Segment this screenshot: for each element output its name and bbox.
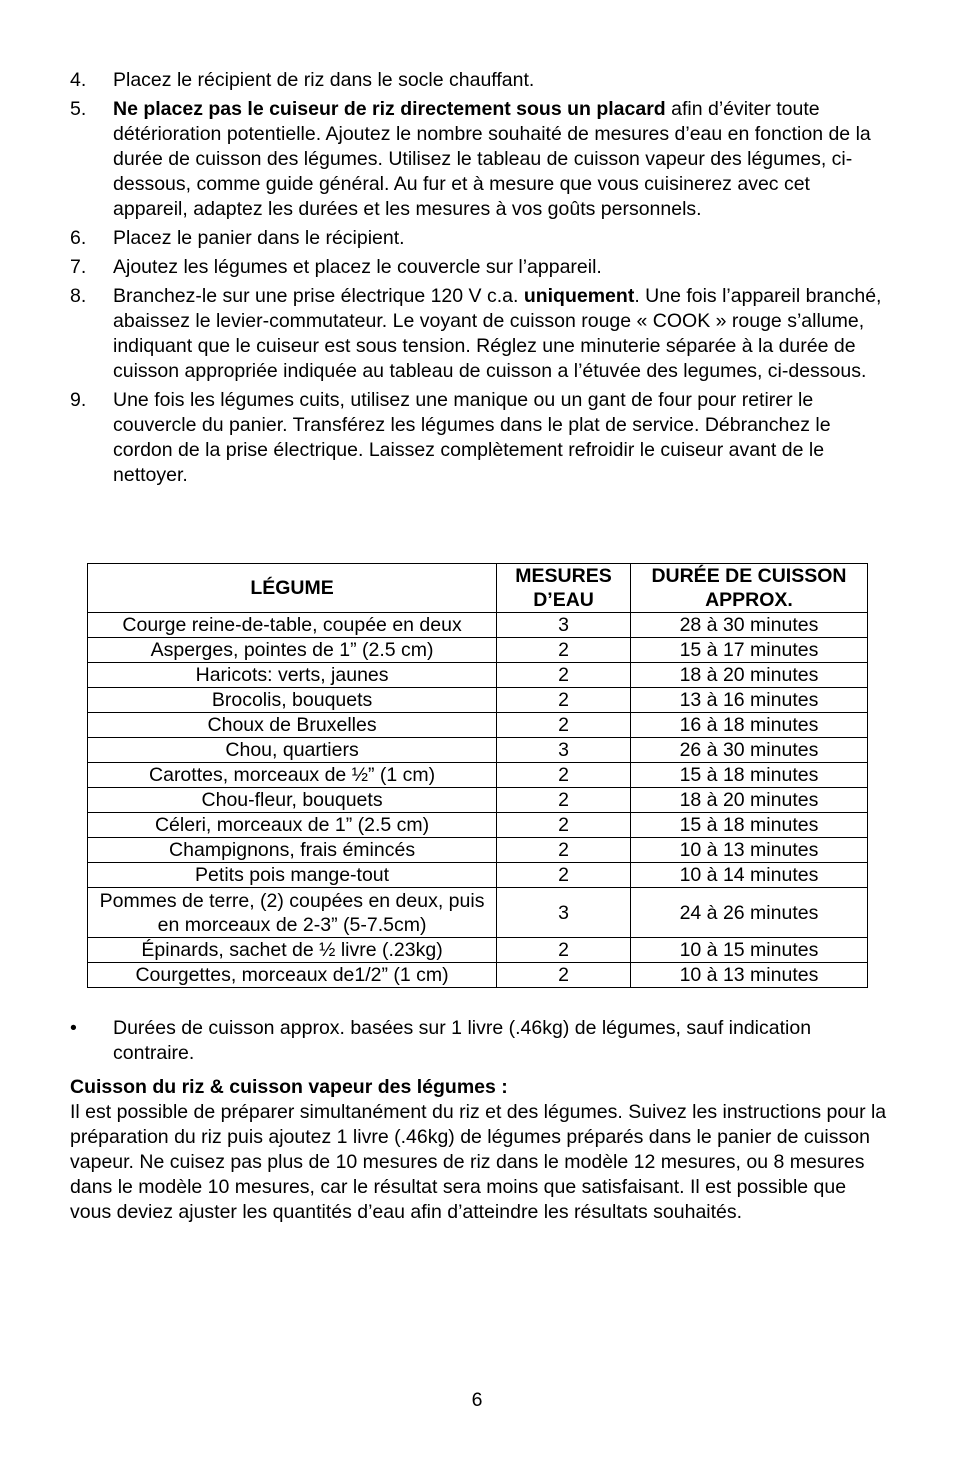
cell-water-measures: 2	[497, 663, 631, 688]
cell-cooking-time: 26 à 30 minutes	[630, 738, 867, 763]
step-text: Placez le récipient de riz dans le socle chauffant.	[113, 69, 535, 91]
cell-vegetable: Brocolis, bouquets	[88, 688, 497, 713]
cell-water-measures: 2	[497, 863, 631, 888]
step-number: 5.	[70, 98, 87, 120]
cell-vegetable: Asperges, pointes de 1” (2.5 cm)	[88, 638, 497, 663]
cell-water-measures: 3	[497, 613, 631, 638]
table-row	[88, 713, 868, 738]
cell-cooking-time: 15 à 18 minutes	[630, 813, 867, 838]
step-text: Une fois les légumes cuits, utilisez une manique ou un gant de four pour retirer le couvercle du panier. Transférez les légumes dans le plat de service. Débranchez le cordon de la prise électrique. Laissez complètement refroidir le cuiseur avant de le nettoyer.	[113, 389, 831, 486]
cell-vegetable: Choux de Bruxelles	[88, 713, 497, 738]
header-cooking-time: DURÉE DE CUISSON APPROX.	[630, 564, 867, 613]
step-text: Ajoutez les légumes et placez le couvercle sur l’appareil.	[113, 256, 602, 278]
cell-vegetable: Haricots: verts, jaunes	[88, 663, 497, 688]
cell-vegetable: Petits pois mange-tout	[88, 863, 497, 888]
step-text: . Une fois l’appareil branché, abaissez le levier-commutateur. Le voyant de cuisson rouge « COOK » rouge s’allume, indiquant que le cuiseur est sous tension. Réglez une minuterie séparée à la durée de cuisson appropriée indiquée au tableau de cuisson a l’étuvée des legumes, ci-dessous.	[113, 285, 882, 382]
step-item	[70, 388, 885, 488]
table-row	[88, 838, 868, 863]
table-row	[88, 638, 868, 663]
cell-cooking-time: 10 à 13 minutes	[630, 838, 867, 863]
header-vegetable: LÉGUME	[88, 564, 497, 613]
step-item	[70, 97, 885, 222]
instruction-steps	[70, 68, 885, 492]
cell-water-measures: 2	[497, 788, 631, 813]
cell-cooking-time: 13 à 16 minutes	[630, 688, 867, 713]
cell-water-measures: 2	[497, 713, 631, 738]
cell-cooking-time: 10 à 15 minutes	[630, 938, 867, 963]
table-row	[88, 688, 868, 713]
cell-cooking-time: 10 à 14 minutes	[630, 863, 867, 888]
cell-cooking-time: 18 à 20 minutes	[630, 663, 867, 688]
table-row	[88, 663, 868, 688]
cell-cooking-time: 15 à 18 minutes	[630, 763, 867, 788]
step-number: 7.	[70, 256, 87, 278]
step-number: 9.	[70, 389, 87, 411]
cell-cooking-time: 24 à 26 minutes	[630, 888, 867, 938]
step-item	[70, 284, 885, 384]
steaming-chart-table	[87, 563, 868, 988]
table-row	[88, 613, 868, 638]
cell-water-measures: 2	[497, 763, 631, 788]
step-number: 6.	[70, 227, 87, 249]
step-text: afin d’éviter toute détérioration potentielle. Ajoutez le nombre souhaité de mesures d’eau en fonction de la durée de cuisson des légumes. Utilisez le tableau de cuisson vapeur des légumes, ci-dessous, comme guide général. Au fur et à mesure que vous cuisinerez avec cet appareil, adaptez les durées et les mesures à vos goûts personnels.	[113, 98, 871, 220]
table-row	[88, 813, 868, 838]
table-body	[88, 613, 868, 988]
step-number: 8.	[70, 285, 87, 307]
step-item	[70, 68, 885, 93]
step-emphasis-bold: uniquement	[523, 285, 635, 307]
cell-water-measures: 2	[497, 688, 631, 713]
cell-water-measures: 2	[497, 638, 631, 663]
cell-vegetable: Carottes, morceaux de ½” (1 cm)	[88, 763, 497, 788]
cell-vegetable: Épinards, sachet de ½ livre (.23kg)	[88, 938, 497, 963]
table-row	[88, 738, 868, 763]
cell-water-measures: 2	[497, 838, 631, 863]
cell-cooking-time: 15 à 17 minutes	[630, 638, 867, 663]
cell-cooking-time: 16 à 18 minutes	[630, 713, 867, 738]
section-body: Il est possible de préparer simultanément du riz et des légumes. Suivez les instructions pour la préparation du riz puis ajoutez 1 livre (.46kg) de légumes préparés dans le panier de cuisson vapeur. Ne cuisez pas plus de 10 mesures de riz dans le modèle 12 mesures, ou 8 mesures dans le modèle 10 mesures, car le résultat sera moins que satisfaisant. Il est possible que vous deviez ajuster les quantités d’eau afin d’atteindre les résultats souhaités.	[70, 1101, 887, 1223]
cell-vegetable: Champignons, frais émincés	[88, 838, 497, 863]
table-row	[88, 788, 868, 813]
cell-vegetable: Chou-fleur, bouquets	[88, 788, 497, 813]
cell-water-measures: 2	[497, 813, 631, 838]
footnote-text: Durées de cuisson approx. basées sur 1 livre (.46kg) de légumes, sauf indication contraire.	[113, 1017, 812, 1064]
cell-cooking-time: 28 à 30 minutes	[630, 613, 867, 638]
cell-vegetable: Pommes de terre, (2) coupées en deux, puis en morceaux de 2-3” (5-7.5cm)	[88, 888, 497, 938]
cell-vegetable: Chou, quartiers	[88, 738, 497, 763]
section-heading: Cuisson du riz & cuisson vapeur des légumes :	[70, 1076, 508, 1098]
step-number: 4.	[70, 69, 87, 91]
step-text: Placez le panier dans le récipient.	[113, 227, 405, 249]
page-number: 6	[471, 1389, 483, 1411]
cell-water-measures: 3	[497, 888, 631, 938]
step-item	[70, 226, 885, 251]
cell-cooking-time: 18 à 20 minutes	[630, 788, 867, 813]
table-row	[88, 963, 868, 988]
table-row	[88, 763, 868, 788]
table-header-row	[88, 564, 868, 613]
header-water-measures: MESURES D’EAU	[497, 564, 631, 613]
footnote	[70, 1016, 885, 1066]
step-warning-bold: Ne placez pas le cuiseur de riz directement sous un placard	[113, 98, 666, 120]
cell-vegetable: Céleri, morceaux de 1” (2.5 cm)	[88, 813, 497, 838]
step-text: Branchez-le sur une prise électrique 120 V c.a.	[113, 285, 524, 307]
rice-and-vegetables-section	[70, 1075, 890, 1225]
cell-water-measures: 3	[497, 738, 631, 763]
cell-vegetable: Courge reine-de-table, coupée en deux	[88, 613, 497, 638]
cell-vegetable: Courgettes, morceaux de1/2” (1 cm)	[88, 963, 497, 988]
bullet-icon: •	[70, 1017, 77, 1039]
cell-water-measures: 2	[497, 963, 631, 988]
table-row	[88, 863, 868, 888]
table-row	[88, 938, 868, 963]
table-row	[88, 888, 868, 938]
cell-cooking-time: 10 à 13 minutes	[630, 963, 867, 988]
cell-water-measures: 2	[497, 938, 631, 963]
step-item	[70, 255, 885, 280]
